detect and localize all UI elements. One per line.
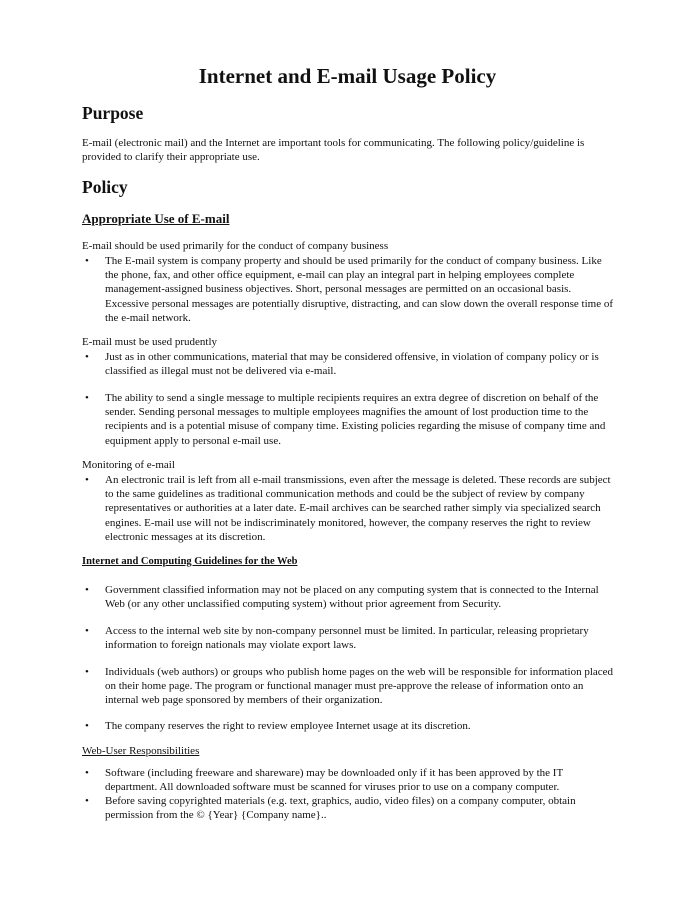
bullet-icon: • xyxy=(85,351,89,363)
bullet-icon: • xyxy=(85,584,89,596)
bullet-icon: • xyxy=(85,255,89,267)
bullet-icon: • xyxy=(85,720,89,732)
web-guidelines-heading: Internet and Computing Guidelines for the Web xyxy=(82,556,298,567)
list-item: • Government classified information may not be placed on any computing system that is connected to the Internal Web (or any other unclassified computing system) without prior agreement from Security. xyxy=(82,583,617,611)
bullet-icon: • xyxy=(85,767,89,779)
list-item: • Individuals (web authors) or groups who publish home pages on the web will be responsible for information placed on their home page. The program or functional manager must pre-approve the release of information onto an internal web page sponsored by members of their organization. xyxy=(82,665,617,708)
business-label: E-mail should be used primarily for the conduct of company business xyxy=(82,240,389,252)
bullet-icon: • xyxy=(85,625,89,637)
bullet-icon: • xyxy=(85,795,89,807)
document-title: Internet and E-mail Usage Policy xyxy=(198,64,497,88)
list-item: • Before saving copyrighted materials (e.g. text, graphics, audio, video files) on a company computer, obtain permission from the © {Year} {Company name}.. xyxy=(82,794,617,822)
list-item: • The ability to send a single message to multiple recipients requires an extra degree of discretion on behalf of the sender. Sending personal messages to multiple employees magnifies the amount of lost production time to the recipients and is a potential misuse of company time. Existing policies regarding the misuse of company time and equipment apply to personal e-mail use. xyxy=(82,391,617,448)
list-item: • Access to the internal web site by non-company personnel must be limited. In particular, releasing proprietary information to foreign nationals may violate export laws. xyxy=(82,624,617,652)
policy-heading: Policy xyxy=(82,177,128,197)
prudent-label: E-mail must be used prudently xyxy=(82,336,218,348)
bullet-icon: • xyxy=(85,392,89,404)
web-user-heading: Web-User Responsibilities xyxy=(82,745,200,757)
purpose-text: E-mail (electronic mail) and the Internet are important tools for communicating. The following policy/guideline is provided to clarify their appropriate use. xyxy=(82,137,585,164)
purpose-heading: Purpose xyxy=(82,103,144,123)
list-item: • Software (including freeware and shareware) may be downloaded only if it has been approved by the IT department. All downloaded software must be scanned for viruses prior to use on a company computer. xyxy=(82,766,617,794)
list-item: • The company reserves the right to review employee Internet usage at its discretion. xyxy=(82,719,617,733)
bullet-icon: • xyxy=(85,474,89,486)
bullet-icon: • xyxy=(85,666,89,678)
monitoring-label: Monitoring of e-mail xyxy=(82,459,175,471)
list-item: • An electronic trail is left from all e-mail transmissions, even after the message is deleted. These records are subject to the same guidelines as traditional communication methods and could be the subject of review by company representatives or authorities at a later date. E-mail archives can be searched rather simply via specialized search engines. E-mail use will not be indiscriminately monitored, however, the company reserves the right to review electronic messages at its discretion. xyxy=(82,473,617,544)
list-item: • The E-mail system is company property and should be used primarily for the conduct of company business. Like the phone, fax, and other office equipment, e-mail can play an integral part in helping employees complete management-assigned business objectives. Short, personal messages are permitted on an occasional basis. Excessive personal messages are potentially disruptive, distracting, and can slow down the overall response time of the e-mail network. xyxy=(82,254,617,325)
appropriate-use-heading: Appropriate Use of E-mail xyxy=(82,211,230,226)
list-item: • Just as in other communications, material that may be considered offensive, in violation of company policy or is classified as illegal must not be delivered via e-mail. xyxy=(82,350,617,378)
